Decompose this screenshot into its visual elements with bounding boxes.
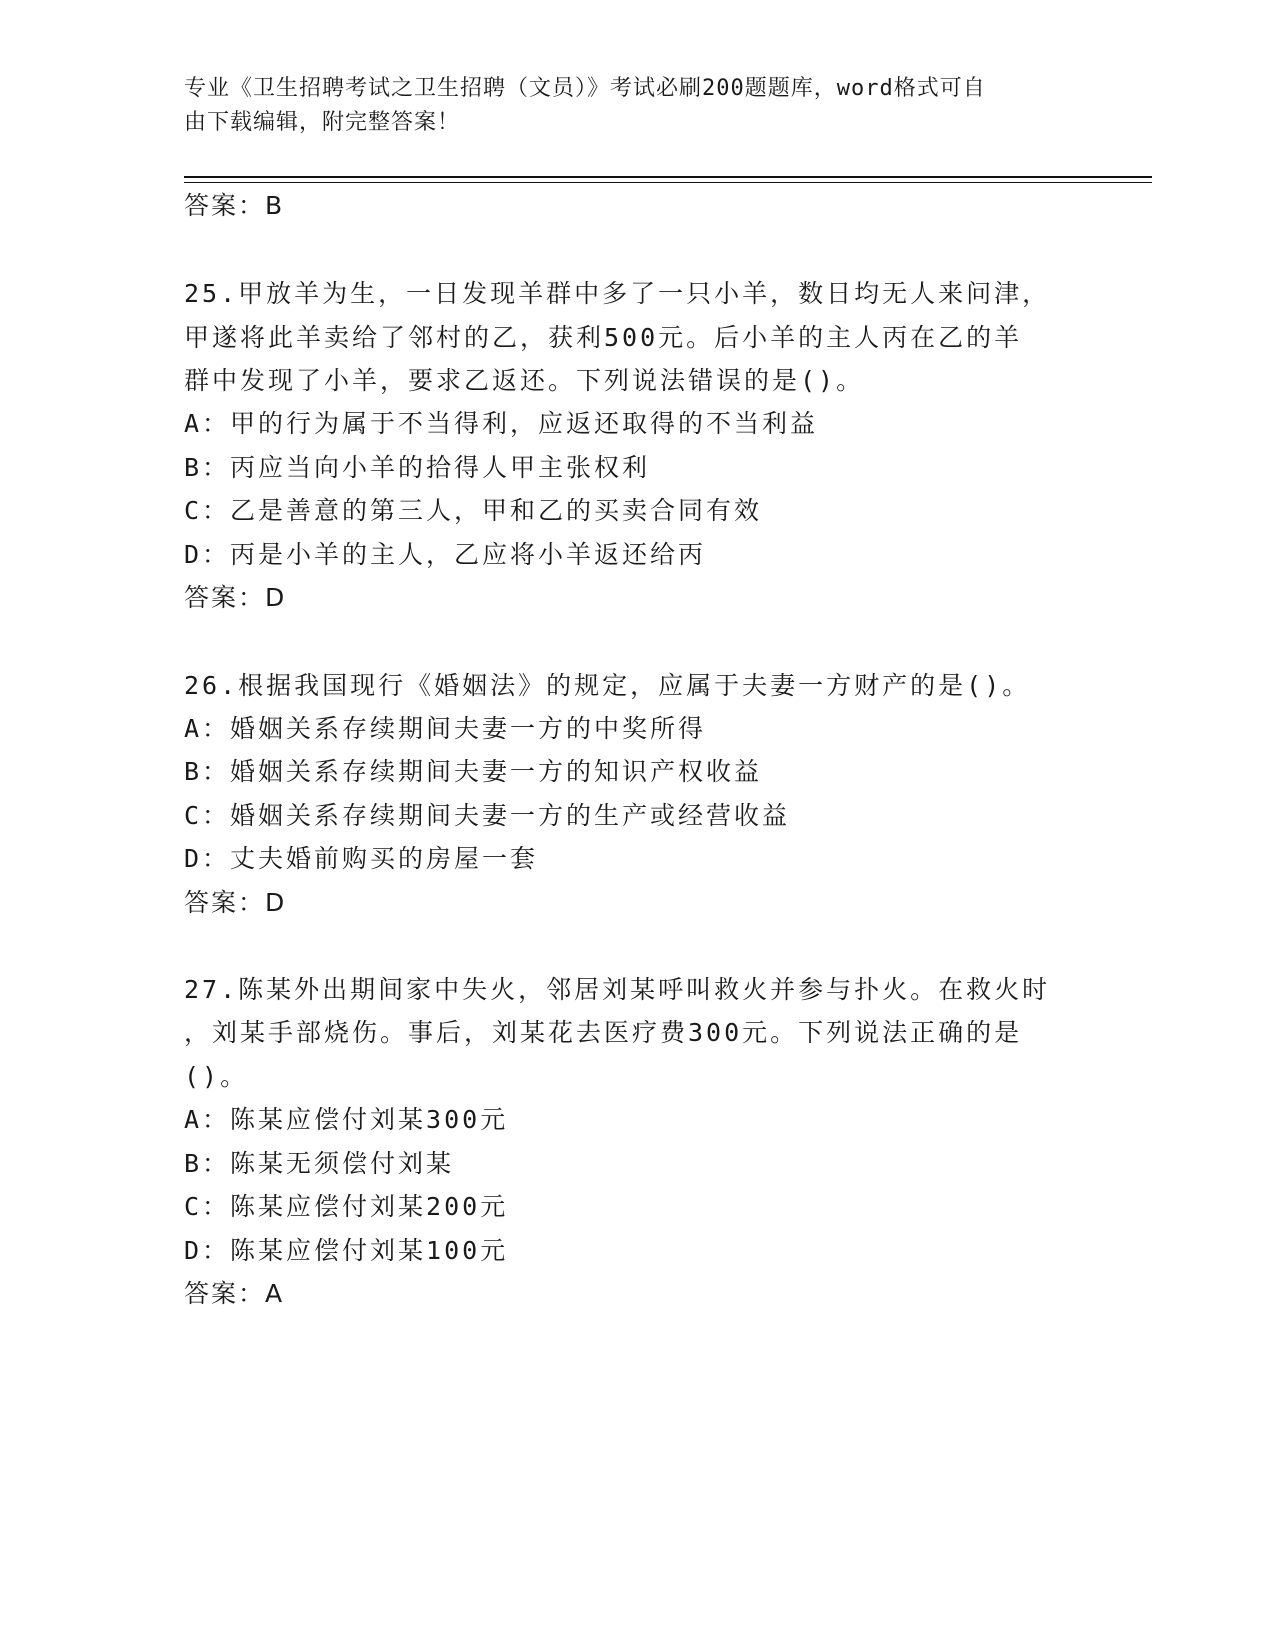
question-25-line-3: 群中发现了小羊，要求乙返还。下列说法错误的是()。 — [184, 366, 865, 395]
question-27-line-1: 27.陈某外出期间家中失火，邻居刘某呼叫救火并参与扑火。在救火时 — [184, 975, 1051, 1004]
question-25-option-d: D：丙是小羊的主人，乙应将小羊返还给丙 — [184, 540, 707, 569]
question-25-line-1: 25.甲放羊为生，一日发现羊群中多了一只小羊，数日均无人来问津， — [184, 279, 1051, 308]
answer-24: 答案：B — [184, 191, 285, 220]
question-26-option-a: A：婚姻关系存续期间夫妻一方的中奖所得 — [184, 714, 707, 743]
header-divider-thin — [184, 182, 1152, 183]
question-25-option-a: A：甲的行为属于不当得利，应返还取得的不当利益 — [184, 409, 819, 438]
question-25-option-c: C：乙是善意的第三人，甲和乙的买卖合同有效 — [184, 496, 763, 525]
question-26-line-1: 26.根据我国现行《婚姻法》的规定，应属于夫妻一方财产的是()。 — [184, 671, 1031, 700]
question-27-line-3: ()。 — [184, 1062, 249, 1091]
question-26-option-d: D：丈夫婚前购买的房屋一套 — [184, 844, 539, 873]
header-divider — [184, 176, 1152, 178]
answer-27: 答案：A — [184, 1279, 285, 1308]
question-27-option-c: C：陈某应偿付刘某200元 — [184, 1192, 509, 1221]
header-line-1: 专业《卫生招聘考试之卫生招聘（文员）》考试必刷200题题库，word格式可自 — [184, 76, 986, 101]
question-27-option-b: B：陈某无须偿付刘某 — [184, 1149, 455, 1178]
question-27-line-2: ，刘某手部烧伤。事后，刘某花去医疗费300元。下列说法正确的是 — [184, 1018, 1023, 1047]
question-25-option-b: B：丙应当向小羊的拾得人甲主张权利 — [184, 453, 651, 482]
question-25-line-2: 甲遂将此羊卖给了邻村的乙，获利500元。后小羊的主人丙在乙的羊 — [184, 323, 1023, 352]
question-27-option-d: D：陈某应偿付刘某100元 — [184, 1236, 509, 1265]
document-header — [184, 72, 1064, 140]
answer-26: 答案：D — [184, 888, 287, 917]
question-27-option-a: A：陈某应偿付刘某300元 — [184, 1105, 509, 1134]
question-26-option-b: B：婚姻关系存续期间夫妻一方的知识产权收益 — [184, 757, 763, 786]
header-line-2: 由下载编辑，附完整答案！ — [184, 110, 461, 135]
question-26-option-c: C：婚姻关系存续期间夫妻一方的生产或经营收益 — [184, 801, 791, 830]
answer-25: 答案：D — [184, 583, 287, 612]
